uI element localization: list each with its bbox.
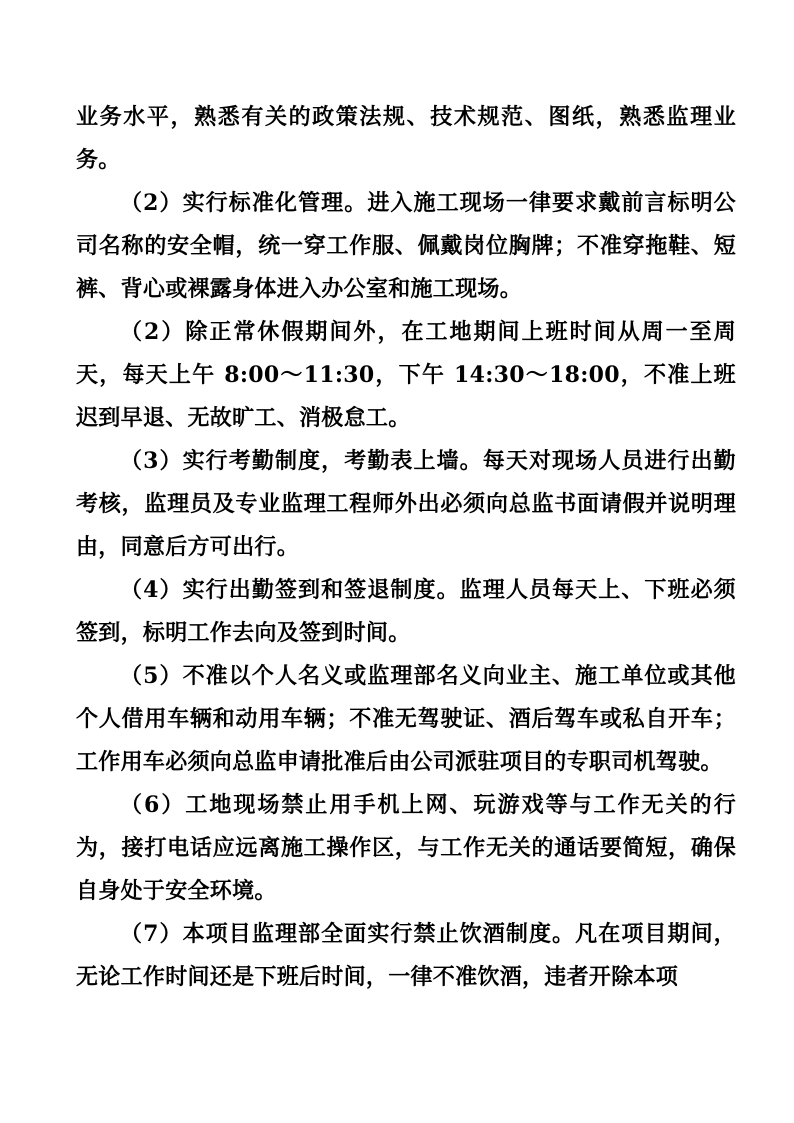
paragraph-item-phone-use: （6）工地现场禁止用手机上网、玩游戏等与工作无关的行为，接打电话应远离施工操作区，与工作无关的通话要简短，确保自身处于安全环境。 — [76, 792, 736, 904]
paragraph-item-standardized-management: （2）实行标准化管理。进入施工现场一律要求戴前言标明公司名称的安全帽，统一穿工作服、佩戴岗位胸牌；不准穿拖鞋、短裤、背心或裸露身体进入办公室和施工现场。 — [76, 190, 736, 302]
paragraph-item-attendance: （3）实行考勤制度，考勤表上墙。每天对现场人员进行出勤考核，监理员及专业监理工程师外出必须向总监书面请假并说明理由，同意后方可出行。 — [76, 448, 736, 560]
paragraph-item-vehicles: （5）不准以个人名义或监理部名义向业主、施工单位或其他个人借用车辆和动用车辆；不准无驾驶证、酒后驾车或私自开车；工作用车必须向总监申请批准后由公司派驻项目的专职司机驾驶。 — [76, 663, 736, 775]
document-body — [76, 96, 736, 999]
paragraph-item-working-hours: （2）除正常休假期间外，在工地期间上班时间从周一至周天，每天上午 8:00～11:30，下午 14:30～18:00，不准上班迟到早退、无故旷工、消极怠工。 — [76, 319, 736, 431]
paragraph-item-no-drinking: （7）本项目监理部全面实行禁止饮酒制度。凡在项目期间，无论工作时间还是下班后时间，一律不准饮酒，违者开除本项 — [76, 921, 736, 990]
paragraph-continuation: 业务水平，熟悉有关的政策法规、技术规范、图纸，熟悉监理业务。 — [76, 104, 736, 173]
paragraph-item-sign-in: （4）实行出勤签到和签退制度。监理人员每天上、下班必须签到，标明工作去向及签到时间。 — [76, 577, 736, 646]
